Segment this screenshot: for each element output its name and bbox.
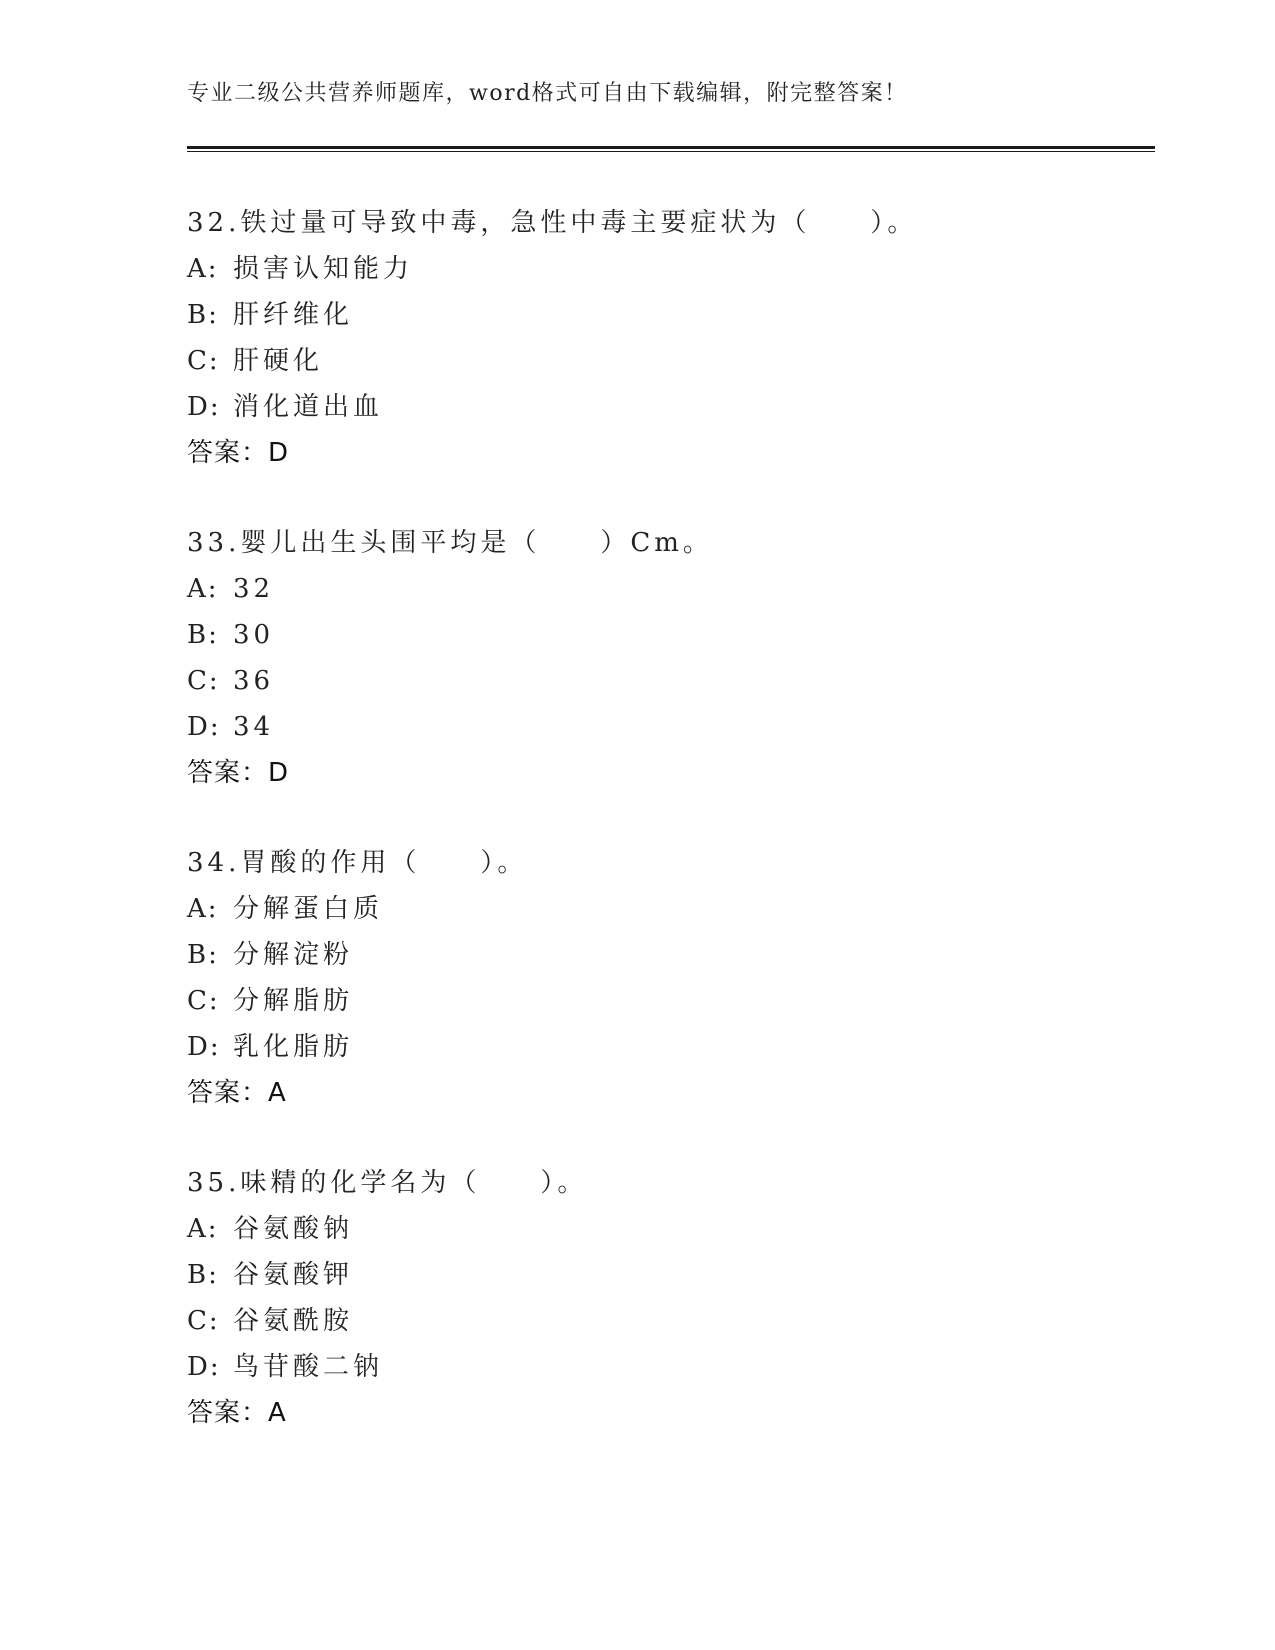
option-d — [187, 704, 1147, 750]
option-letter: C: — [187, 1306, 220, 1336]
option-letter: C: — [187, 346, 220, 376]
question-block — [187, 520, 1147, 796]
option-d — [187, 1024, 1147, 1070]
option-b — [187, 292, 1147, 338]
option-letter: D: — [187, 712, 221, 742]
question-stem: 35.味精的化学名为（ ）。 — [187, 1168, 588, 1198]
option-letter: C: — [187, 666, 220, 696]
option-letter: A: — [187, 254, 219, 284]
option-text: 分解脂肪 — [233, 986, 354, 1016]
option-letter: A: — [187, 894, 219, 924]
question-stem: 34.胃酸的作用（ ）。 — [187, 848, 528, 878]
option-a — [187, 886, 1147, 932]
option-text: 肝纤维化 — [233, 300, 354, 330]
option-text: 谷氨酸钠 — [233, 1214, 354, 1244]
option-b — [187, 612, 1147, 658]
option-c — [187, 658, 1147, 704]
option-text: 谷氨酸钾 — [233, 1260, 354, 1290]
answer-line — [187, 1070, 1147, 1116]
answer-label: 答案： — [187, 1398, 269, 1428]
question-block — [187, 1160, 1147, 1436]
answer-line — [187, 430, 1147, 476]
option-letter: D: — [187, 392, 221, 422]
answer-value: D — [268, 758, 289, 788]
document-header: 专业二级公共营养师题库，word格式可自由下载编辑，附完整答案！ — [187, 81, 908, 106]
option-text: 34 — [233, 712, 275, 742]
option-b — [187, 1252, 1147, 1298]
answer-label: 答案： — [187, 438, 269, 468]
option-letter: A: — [187, 574, 219, 604]
option-a — [187, 246, 1147, 292]
option-a — [187, 1206, 1147, 1252]
question-block — [187, 200, 1147, 476]
option-c — [187, 1298, 1147, 1344]
option-letter: B: — [187, 620, 219, 650]
option-text: 消化道出血 — [233, 392, 384, 422]
option-text: 肝硬化 — [233, 346, 324, 376]
answer-label: 答案： — [187, 1078, 269, 1108]
option-text: 乳化脂肪 — [233, 1032, 354, 1062]
answer-value: D — [268, 438, 289, 468]
answer-label: 答案： — [187, 758, 269, 788]
option-d — [187, 1344, 1147, 1390]
answer-line — [187, 750, 1147, 796]
option-text: 谷氨酰胺 — [233, 1306, 354, 1336]
option-d — [187, 384, 1147, 430]
option-letter: B: — [187, 940, 219, 970]
header-rule-thin — [187, 151, 1155, 152]
option-letter: C: — [187, 986, 220, 1016]
option-b — [187, 932, 1147, 978]
option-a — [187, 566, 1147, 612]
answer-value: A — [268, 1078, 286, 1108]
option-text: 损害认知能力 — [233, 254, 414, 284]
answer-value: A — [268, 1398, 286, 1428]
option-text: 鸟苷酸二钠 — [233, 1352, 384, 1382]
option-letter: B: — [187, 1260, 219, 1290]
question-stem: 33.婴儿出生头围平均是（ ）Cm。 — [187, 528, 713, 558]
question-block — [187, 840, 1147, 1116]
option-text: 分解蛋白质 — [233, 894, 384, 924]
option-c — [187, 338, 1147, 384]
header-rule-thick — [187, 146, 1155, 149]
option-text: 30 — [233, 620, 275, 650]
answer-line — [187, 1390, 1147, 1436]
option-letter: D: — [187, 1352, 221, 1382]
option-c — [187, 978, 1147, 1024]
option-text: 32 — [233, 574, 275, 604]
option-text: 36 — [233, 666, 275, 696]
option-letter: D: — [187, 1032, 221, 1062]
option-letter: B: — [187, 300, 219, 330]
question-stem: 32.铁过量可导致中毒，急性中毒主要症状为（ ）。 — [187, 208, 918, 238]
option-letter: A: — [187, 1214, 219, 1244]
option-text: 分解淀粉 — [233, 940, 354, 970]
